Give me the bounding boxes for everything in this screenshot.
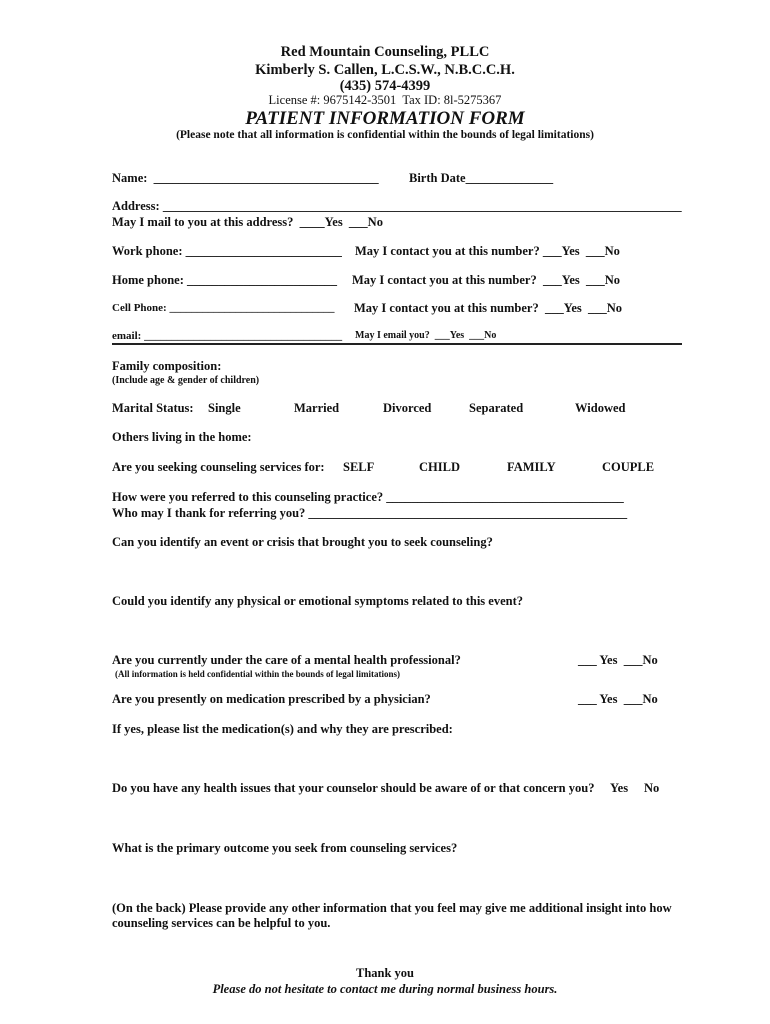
marital-option-separated[interactable]: Separated [469, 401, 524, 415]
seeking-option-self[interactable]: SELF [343, 460, 375, 474]
cell-phone-field[interactable]: Cell Phone: ______________________________ [112, 302, 335, 314]
medication-list-prompt: If yes, please list the medication(s) and why they are prescribed: [112, 722, 453, 736]
practice-phone: (435) 574-4399 [339, 78, 431, 94]
seeking-option-family[interactable]: FAMILY [507, 460, 556, 474]
seeking-option-child[interactable]: CHILD [419, 460, 460, 474]
health-issues-yes[interactable]: Yes [610, 781, 629, 795]
name-field[interactable]: Name: ____________________________________ [112, 171, 379, 185]
email-permission[interactable]: May I email you? ___Yes ___No [355, 330, 497, 341]
medication-question: Are you presently on medication prescribed by a physician? [112, 692, 431, 706]
birth-date-field[interactable]: Birth Date______________ [409, 171, 554, 185]
address-field[interactable]: Address: ___________________________________________________________________________________ [112, 199, 682, 213]
mental-health-yes-no[interactable]: ___ Yes ___No [578, 653, 658, 667]
work-phone-field[interactable]: Work phone: _________________________ [112, 244, 342, 258]
referrer-name-field[interactable]: Who may I thank for referring you? ___________________________________________________ [112, 506, 628, 520]
license-tax-id: License #: 9675142-3501 Tax ID: 8l-5275367 [268, 93, 502, 107]
primary-outcome-question: What is the primary outcome you seek from counseling services? [112, 841, 458, 855]
health-issues-question: Do you have any health issues that your counselor should be aware of or that concern you? [112, 781, 595, 795]
practice-name: Red Mountain Counseling, PLLC [280, 44, 490, 60]
others-living-label: Others living in the home: [112, 430, 252, 444]
thank-you: Thank you [355, 966, 415, 980]
marital-option-married[interactable]: Married [294, 401, 340, 415]
cell-phone-permission[interactable]: May I contact you at this number? ___Yes ___No [354, 301, 623, 315]
confidential-note: (Please note that all information is confidential within the bounds of legal limitations) [176, 129, 594, 141]
family-composition-label: Family composition: [112, 359, 222, 373]
family-composition-note: (Include age & gender of children) [112, 375, 260, 386]
work-phone-permission[interactable]: May I contact you at this number? ___Yes ___No [355, 244, 620, 258]
mental-health-care-question: Are you currently under the care of a mental health professional? [112, 653, 461, 667]
home-phone-permission[interactable]: May I contact you at this number? ___Yes ___No [352, 273, 621, 287]
seeking-services-label: Are you seeking counseling services for: [112, 460, 325, 474]
health-issues-no[interactable]: No [644, 781, 660, 795]
symptoms-question: Could you identify any physical or emotional symptoms related to this event? [112, 594, 524, 608]
counselor-name: Kimberly S. Callen, L.C.S.W., N.B.C.C.H. [255, 62, 515, 78]
home-phone-field[interactable]: Home phone: ________________________ [112, 273, 341, 287]
additional-info-line-1: (On the back) Please provide any other information that you feel may give me additional insight into how [112, 901, 672, 915]
mental-health-note: (All information is held confidential within the bounds of legal limitations) [115, 669, 401, 679]
mail-permission[interactable]: May I mail to you at this address? ____Yes ___No [112, 215, 383, 229]
email-field[interactable]: email: ____________________________________ [112, 330, 343, 342]
contact-hours-note: Please do not hesitate to contact me during normal business hours. [212, 982, 558, 996]
seeking-option-couple[interactable]: COUPLE [602, 460, 655, 474]
referral-source-field[interactable]: How were you referred to this counseling practice? ______________________________________ [112, 490, 624, 504]
event-crisis-question: Can you identify an event or crisis that brought you to seek counseling? [112, 535, 493, 549]
form-title: PATIENT INFORMATION FORM [245, 108, 525, 129]
additional-info-line-2: counseling services can be helpful to you. [112, 916, 331, 930]
marital-option-single[interactable]: Single [208, 401, 241, 415]
section-divider [112, 343, 682, 345]
medication-yes-no[interactable]: ___ Yes ___No [578, 692, 658, 706]
marital-option-widowed[interactable]: Widowed [575, 401, 626, 415]
marital-status-label: Marital Status: [112, 401, 194, 415]
marital-option-divorced[interactable]: Divorced [383, 401, 432, 415]
